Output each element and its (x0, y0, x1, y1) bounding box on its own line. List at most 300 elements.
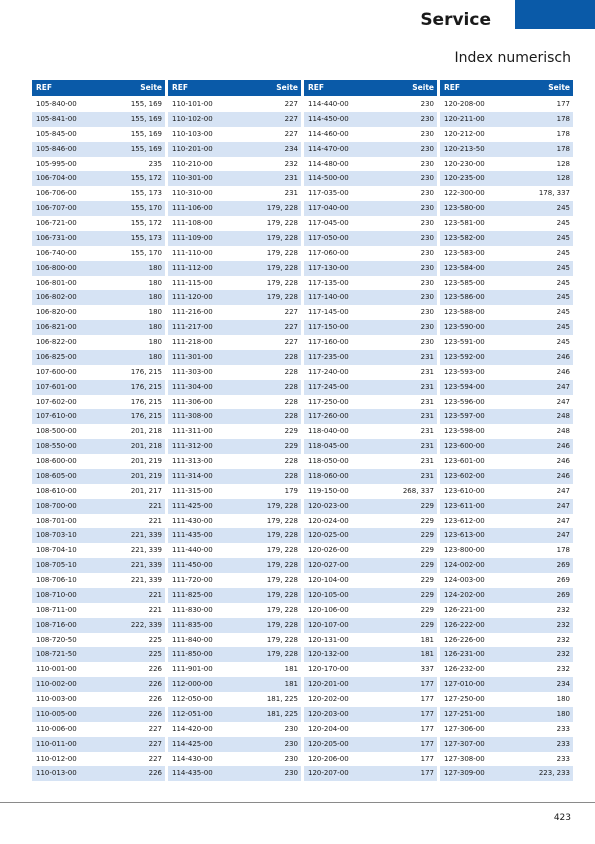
page-reference: 178 (556, 114, 570, 123)
table-row (304, 647, 437, 662)
table-row (168, 692, 301, 707)
page-reference: 201, 218 (130, 442, 162, 451)
page-reference: 176, 215 (130, 382, 162, 391)
table-row (32, 722, 165, 737)
page-reference: 231 (420, 367, 434, 376)
ref-number: 108-710-00 (36, 590, 77, 599)
ref-number: 106-740-00 (36, 248, 77, 257)
table-row (32, 97, 165, 112)
footer-divider (0, 802, 595, 803)
page-reference: 179, 228 (266, 561, 298, 570)
ref-number: 117-140-00 (308, 293, 349, 302)
page-reference: 229 (420, 501, 434, 510)
page-reference: 221 (148, 516, 162, 525)
ref-number: 127-250-00 (444, 695, 485, 703)
ref-number: 127-010-00 (444, 680, 485, 689)
table-row (304, 231, 437, 246)
table-row (304, 127, 437, 142)
ref-number: 123-601-00 (444, 457, 485, 465)
ref-number: 108-721-50 (36, 650, 77, 659)
table-row (304, 618, 437, 633)
ref-number: 111-120-00 (172, 293, 213, 302)
ref-number: 123-598-00 (444, 427, 485, 436)
ref-number: 114-450-00 (308, 114, 349, 123)
table-row (304, 246, 437, 261)
header-page: Seite (548, 83, 570, 92)
table-row (32, 484, 165, 499)
ref-number: 110-103-00 (172, 129, 213, 138)
ref-number: 120-213-50 (444, 144, 485, 153)
table-row (168, 469, 301, 484)
column-header (440, 80, 573, 96)
ref-number: 123-585-00 (444, 278, 485, 287)
table-row (304, 335, 437, 350)
table-row (32, 707, 165, 722)
ref-number: 106-825-00 (36, 352, 77, 361)
page-reference: 176, 215 (130, 367, 162, 376)
ref-number: 111-218-00 (172, 338, 213, 346)
table-row (440, 320, 573, 335)
ref-number: 110-301-00 (172, 174, 213, 183)
table-row (32, 737, 165, 752)
table-row (168, 603, 301, 618)
table-row (440, 528, 573, 543)
page-reference: 228 (284, 382, 298, 391)
table-row (440, 573, 573, 588)
index-column-4 (440, 80, 573, 781)
page-reference: 246 (556, 442, 570, 451)
table-row (440, 335, 573, 350)
table-row (168, 276, 301, 291)
table-row (32, 543, 165, 558)
ref-number: 110-001-00 (36, 665, 77, 674)
ref-number: 126-231-00 (444, 650, 485, 659)
page-reference: 231 (420, 457, 434, 465)
page-reference: 232 (556, 650, 570, 659)
page-reference: 221 (148, 605, 162, 614)
page-reference: 245 (556, 323, 570, 332)
table-row (168, 409, 301, 424)
table-row (168, 380, 301, 395)
page-reference: 245 (556, 204, 570, 213)
ref-number: 114-420-00 (172, 724, 213, 733)
page-reference: 269 (556, 576, 570, 584)
ref-number: 111-304-00 (172, 382, 213, 391)
ref-number: 123-597-00 (444, 412, 485, 421)
table-row (440, 231, 573, 246)
table-row (168, 543, 301, 558)
ref-number: 111-425-00 (172, 501, 213, 510)
ref-number: 120-208-00 (444, 100, 485, 108)
table-row (168, 157, 301, 172)
page-reference: 230 (420, 323, 434, 332)
table-row (304, 290, 437, 305)
table-row (32, 290, 165, 305)
page-reference: 245 (556, 338, 570, 346)
page-reference: 245 (556, 219, 570, 227)
ref-number: 120-024-00 (308, 516, 349, 525)
ref-number: 123-612-00 (444, 516, 485, 525)
page-reference: 247 (556, 516, 570, 525)
page-reference: 269 (556, 590, 570, 599)
ref-number: 120-131-00 (308, 635, 349, 644)
ref-number: 120-023-00 (308, 501, 349, 510)
table-row (304, 171, 437, 186)
page-reference: 229 (284, 442, 298, 451)
ref-number: 124-202-00 (444, 590, 485, 599)
ref-number: 119-150-00 (308, 486, 349, 495)
page-reference: 178 (556, 546, 570, 555)
page-reference: 179, 228 (266, 620, 298, 629)
page-reference: 231 (420, 471, 434, 480)
table-row (440, 186, 573, 201)
ref-number: 120-106-00 (308, 605, 349, 614)
page-reference: 180 (148, 308, 162, 317)
table-row (32, 142, 165, 157)
ref-number: 108-701-00 (36, 516, 77, 525)
ref-number: 117-250-00 (308, 397, 349, 406)
table-row (440, 246, 573, 261)
table-row (32, 752, 165, 767)
ref-number: 120-025-00 (308, 531, 349, 540)
table-row (168, 305, 301, 320)
table-row (168, 766, 301, 781)
ref-number: 111-217-00 (172, 323, 213, 332)
table-row (168, 231, 301, 246)
page-reference: 247 (556, 486, 570, 495)
page-reference: 229 (420, 576, 434, 584)
page-reference: 230 (420, 338, 434, 346)
page-reference: 230 (420, 248, 434, 257)
table-row (304, 662, 437, 677)
table-row (168, 201, 301, 216)
page-reference: 247 (556, 531, 570, 540)
ref-number: 122-300-00 (444, 189, 485, 198)
page-reference: 245 (556, 248, 570, 257)
page-reference: 180 (148, 352, 162, 361)
table-row (304, 424, 437, 439)
table-row (168, 588, 301, 603)
ref-number: 127-308-00 (444, 754, 485, 763)
table-row (304, 469, 437, 484)
page-reference: 231 (420, 352, 434, 361)
ref-number: 111-835-00 (172, 620, 213, 629)
page-reference: 247 (556, 501, 570, 510)
table-row (32, 499, 165, 514)
table-row (440, 112, 573, 127)
ref-number: 120-132-00 (308, 650, 349, 659)
page-reference: 177 (420, 724, 434, 733)
ref-number: 108-705-10 (36, 561, 77, 570)
page-reference: 179, 228 (266, 650, 298, 659)
numeric-index-table (32, 80, 573, 786)
page-reference: 231 (420, 427, 434, 436)
table-row (32, 231, 165, 246)
page-reference: 176, 215 (130, 397, 162, 406)
page-number: 423 (553, 813, 571, 823)
ref-number: 111-435-00 (172, 531, 213, 540)
table-row (32, 528, 165, 543)
table-row (440, 647, 573, 662)
ref-number: 111-311-00 (172, 427, 213, 436)
ref-number: 120-107-00 (308, 620, 349, 629)
table-row (168, 171, 301, 186)
ref-number: 111-840-00 (172, 635, 213, 644)
ref-number: 118-045-00 (308, 442, 349, 451)
table-row (32, 514, 165, 529)
page-reference: 178 (556, 129, 570, 138)
ref-number: 123-582-00 (444, 233, 485, 242)
page-reference: 222, 339 (130, 620, 162, 629)
page-reference: 179, 228 (266, 576, 298, 584)
page-reference: 179, 228 (266, 248, 298, 257)
page-reference: 228 (284, 352, 298, 361)
table-row (440, 201, 573, 216)
table-row (32, 261, 165, 276)
table-row (440, 454, 573, 469)
ref-number: 106-704-00 (36, 174, 77, 183)
table-row (304, 692, 437, 707)
table-row (304, 201, 437, 216)
page-reference: 245 (556, 278, 570, 287)
table-row (304, 499, 437, 514)
ref-number: 106-820-00 (36, 308, 77, 317)
table-row (440, 276, 573, 291)
ref-number: 106-721-00 (36, 219, 77, 227)
table-row (168, 454, 301, 469)
page-reference: 245 (556, 233, 570, 242)
ref-number: 108-706-10 (36, 576, 77, 584)
ref-number: 114-440-00 (308, 100, 349, 108)
index-column-3 (304, 80, 437, 781)
table-row (440, 588, 573, 603)
ref-number: 127-307-00 (444, 739, 485, 748)
table-row (304, 752, 437, 767)
table-row (168, 633, 301, 648)
ref-number: 108-720-50 (36, 635, 77, 644)
page-reference: 128 (556, 174, 570, 183)
page-reference: 179, 228 (266, 546, 298, 555)
ref-number: 111-830-00 (172, 605, 213, 614)
page-reference: 155, 173 (130, 233, 162, 242)
table-row (440, 752, 573, 767)
ref-number: 110-310-00 (172, 189, 213, 198)
table-row (440, 395, 573, 410)
ref-number: 111-108-00 (172, 219, 213, 227)
page-reference: 248 (556, 427, 570, 436)
ref-number: 108-703-10 (36, 531, 77, 540)
table-row (32, 766, 165, 781)
page-reference: 231 (284, 174, 298, 183)
table-row (304, 97, 437, 112)
page-reference: 230 (420, 129, 434, 138)
table-row (32, 603, 165, 618)
ref-number: 126-221-00 (444, 605, 485, 614)
ref-number: 117-260-00 (308, 412, 349, 421)
header-ref: REF (172, 83, 189, 92)
page-reference: 229 (420, 546, 434, 555)
ref-number: 110-006-00 (36, 724, 77, 733)
page-reference: 230 (284, 754, 298, 763)
page-reference: 178, 337 (538, 189, 570, 198)
ref-number: 106-731-00 (36, 233, 77, 242)
ref-number: 105-845-00 (36, 129, 77, 138)
table-row (168, 127, 301, 142)
ref-number: 123-602-00 (444, 471, 485, 480)
ref-number: 120-027-00 (308, 561, 349, 570)
table-row (304, 528, 437, 543)
page-reference: 227 (284, 100, 298, 108)
table-row (304, 484, 437, 499)
table-row (32, 633, 165, 648)
table-row (168, 424, 301, 439)
page-reference: 180 (148, 278, 162, 287)
table-row (304, 365, 437, 380)
table-row (440, 603, 573, 618)
ref-number: 120-104-00 (308, 576, 349, 584)
page-reference: 155, 172 (130, 174, 162, 183)
page-reference: 226 (148, 680, 162, 689)
table-row (32, 365, 165, 380)
header-page: Seite (140, 83, 162, 92)
page-reference: 180 (148, 323, 162, 332)
page-reference: 178 (556, 144, 570, 153)
table-row (304, 305, 437, 320)
table-row (32, 588, 165, 603)
page-reference: 177 (420, 769, 434, 778)
page-reference: 179, 228 (266, 263, 298, 272)
table-row (304, 677, 437, 692)
ref-number: 105-846-00 (36, 144, 77, 153)
page-reference: 155, 169 (130, 144, 162, 153)
ref-number: 114-470-00 (308, 144, 349, 153)
page-reference: 201, 219 (130, 471, 162, 480)
table-row (168, 142, 301, 157)
ref-number: 111-850-00 (172, 650, 213, 659)
page-reference: 221, 339 (130, 546, 162, 555)
table-row (32, 677, 165, 692)
page-reference: 230 (420, 159, 434, 168)
ref-number: 123-592-00 (444, 352, 485, 361)
table-row (32, 112, 165, 127)
table-row (304, 558, 437, 573)
ref-number: 117-240-00 (308, 367, 349, 376)
ref-number: 118-040-00 (308, 427, 349, 436)
ref-number: 123-610-00 (444, 486, 485, 495)
page-reference: 223, 233 (538, 769, 570, 778)
table-row (304, 186, 437, 201)
table-row (32, 350, 165, 365)
table-row (304, 633, 437, 648)
page-reference: 246 (556, 367, 570, 376)
table-row (32, 573, 165, 588)
table-row (168, 365, 301, 380)
table-row (168, 528, 301, 543)
page-reference: 177 (420, 709, 434, 718)
page-reference: 232 (556, 635, 570, 644)
page-reference: 128 (556, 159, 570, 168)
ref-number: 120-212-00 (444, 129, 485, 138)
page-reference: 230 (420, 174, 434, 183)
ref-number: 123-590-00 (444, 323, 485, 332)
ref-number: 110-002-00 (36, 680, 77, 689)
ref-number: 123-596-00 (444, 397, 485, 406)
table-row (440, 171, 573, 186)
table-row (168, 395, 301, 410)
column-header (304, 80, 437, 96)
page-reference: 221, 339 (130, 576, 162, 584)
page-reference: 179, 228 (266, 531, 298, 540)
ref-number: 111-314-00 (172, 471, 213, 480)
page-reference: 246 (556, 352, 570, 361)
ref-number: 106-802-00 (36, 293, 77, 302)
table-row (440, 409, 573, 424)
table-row (440, 127, 573, 142)
header-page: Seite (412, 83, 434, 92)
table-row (440, 499, 573, 514)
ref-number: 124-002-00 (444, 561, 485, 570)
ref-number: 120-105-00 (308, 590, 349, 599)
ref-number: 111-430-00 (172, 516, 213, 525)
page-reference: 227 (284, 129, 298, 138)
table-row (32, 246, 165, 261)
header-ref: REF (36, 83, 53, 92)
ref-number: 123-581-00 (444, 219, 485, 227)
page-reference: 179, 228 (266, 293, 298, 302)
table-row (32, 469, 165, 484)
ref-number: 114-435-00 (172, 769, 213, 778)
table-row (32, 618, 165, 633)
index-column-2 (168, 80, 301, 781)
page-reference: 246 (556, 457, 570, 465)
table-row (168, 216, 301, 231)
ref-number: 111-306-00 (172, 397, 213, 406)
table-row (440, 514, 573, 529)
table-row (304, 603, 437, 618)
table-row (440, 350, 573, 365)
page-reference: 230 (420, 219, 434, 227)
page-reference: 155, 169 (130, 129, 162, 138)
page-reference: 177 (556, 100, 570, 108)
page-reference: 177 (420, 754, 434, 763)
ref-number: 120-204-00 (308, 724, 349, 733)
table-row (440, 707, 573, 722)
ref-number: 126-222-00 (444, 620, 485, 629)
ref-number: 118-050-00 (308, 457, 349, 465)
table-row (32, 647, 165, 662)
table-row (32, 454, 165, 469)
page-reference: 234 (284, 144, 298, 153)
ref-number: 105-995-00 (36, 159, 77, 168)
column-header (32, 80, 165, 96)
table-row (440, 365, 573, 380)
table-row (304, 588, 437, 603)
ref-number: 120-230-00 (444, 159, 485, 168)
page-reference: 229 (284, 427, 298, 436)
table-row (168, 439, 301, 454)
ref-number: 106-800-00 (36, 263, 77, 272)
table-row (304, 216, 437, 231)
ref-number: 108-704-10 (36, 546, 77, 555)
table-row (168, 350, 301, 365)
page-reference: 229 (420, 516, 434, 525)
ref-number: 123-613-00 (444, 531, 485, 540)
page-reference: 225 (148, 635, 162, 644)
page-reference: 179, 228 (266, 590, 298, 599)
page-reference: 230 (284, 739, 298, 748)
ref-number: 123-800-00 (444, 546, 485, 555)
table-row (32, 186, 165, 201)
